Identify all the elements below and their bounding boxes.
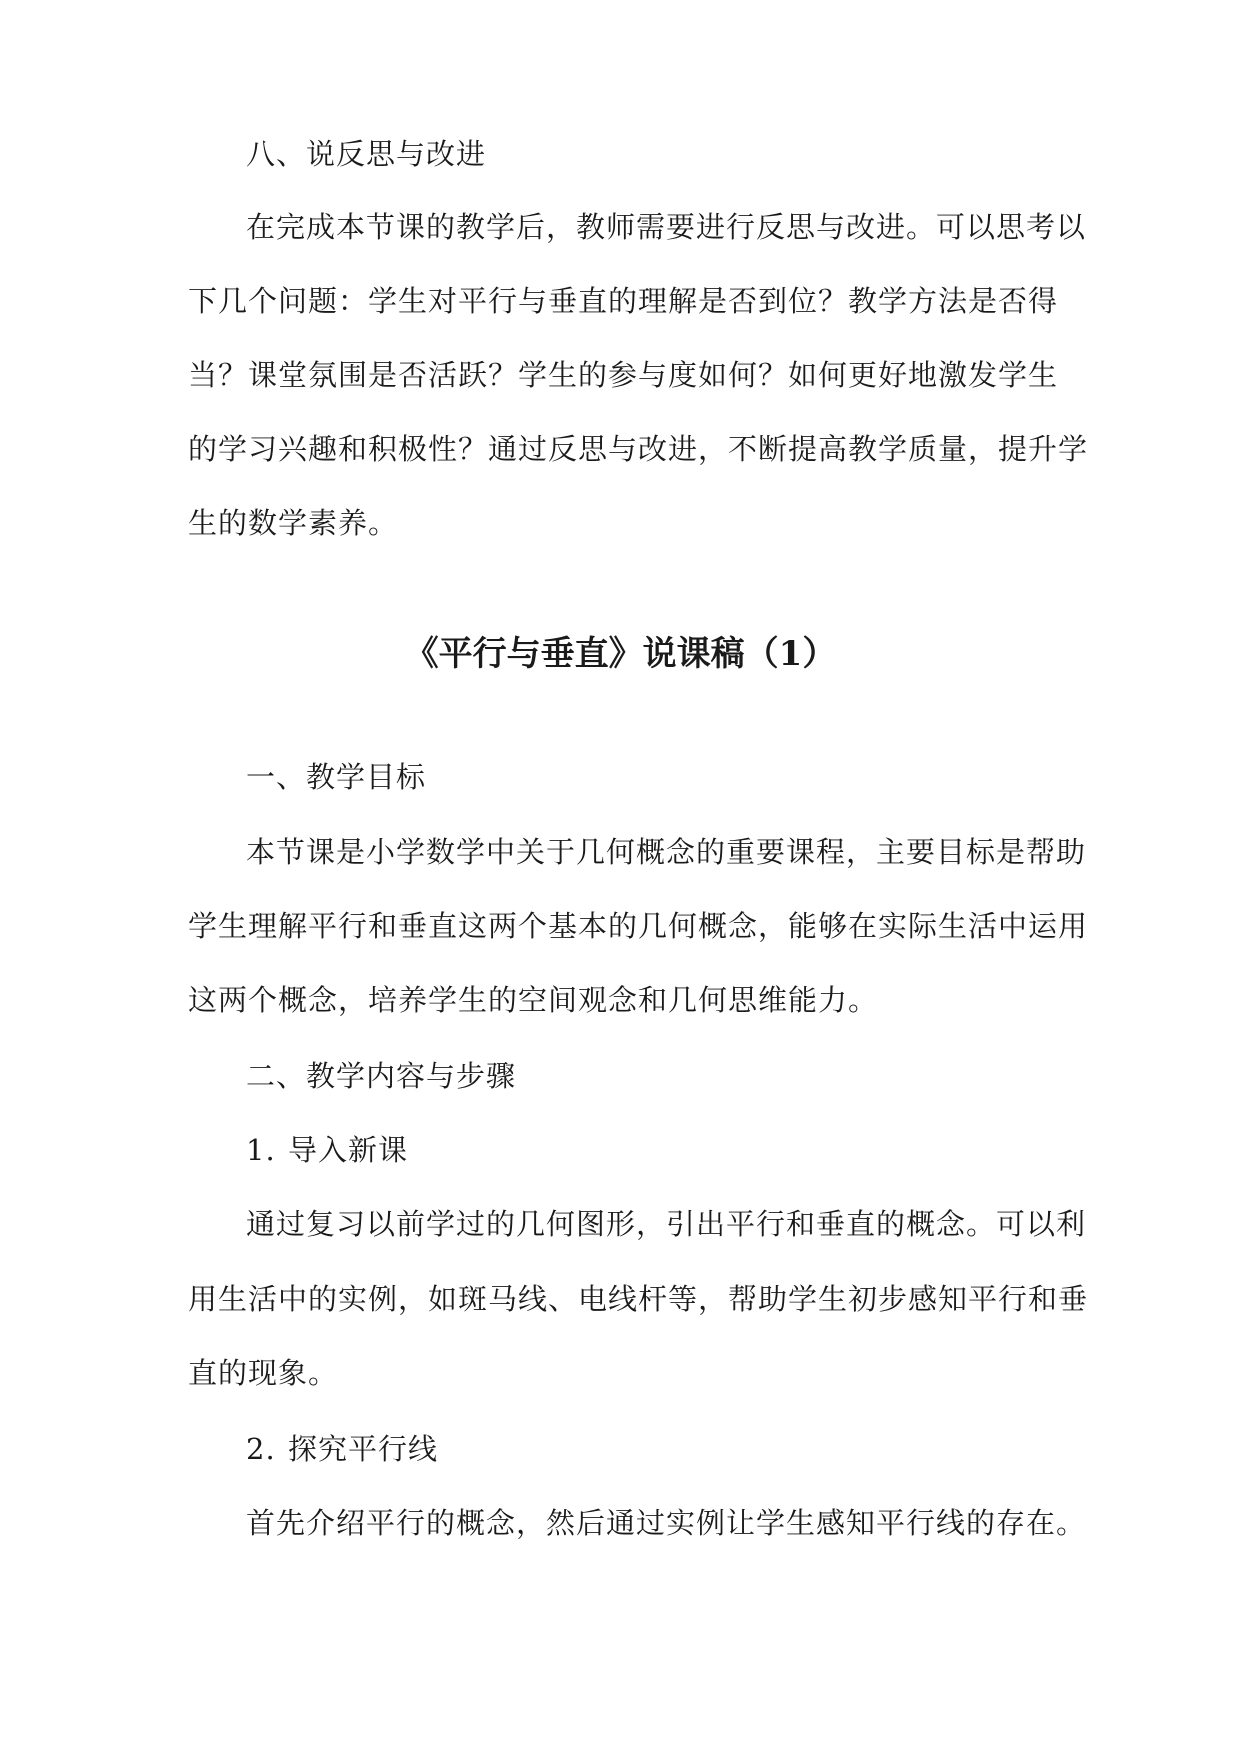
section-8-para-line-2: 下几个问题：学生对平行与垂直的理解是否到位？教学方法是否得: [188, 284, 1059, 318]
document-title: 《平行与垂直》说课稿（1）: [404, 634, 837, 674]
step-2-para-line-1: 首先介绍平行的概念，然后通过实例让学生感知平行线的存在。: [246, 1506, 1087, 1540]
section-1-heading: 一、教学目标: [246, 760, 427, 794]
section-1-para-line-3: 这两个概念，培养学生的空间观念和几何思维能力。: [188, 983, 879, 1017]
step-1-heading: [246, 1130, 408, 1170]
section-8-para-line-4: 的学习兴趣和积极性？通过反思与改进，不断提高教学质量，提升学: [188, 432, 1089, 466]
section-8-para-line-5: 生的数学素养。: [188, 506, 399, 540]
section-8-para-line-1: 在完成本节课的教学后，教师需要进行反思与改进。可以思考以: [246, 210, 1087, 244]
step-2-title: 探究平行线: [288, 1432, 439, 1466]
step-1-para-line-3: 直的现象。: [188, 1356, 339, 1390]
section-2-heading: 二、教学内容与步骤: [246, 1059, 517, 1093]
section-8-heading: 八、说反思与改进: [246, 137, 487, 171]
step-2-heading: [246, 1429, 438, 1469]
section-1-para-line-1: 本节课是小学数学中关于几何概念的重要课程，主要目标是帮助: [246, 835, 1087, 869]
step-1-number: 1.: [246, 1133, 276, 1167]
step-2-number: 2.: [246, 1432, 276, 1466]
section-1-para-line-2: 学生理解平行和垂直这两个基本的几何概念，能够在实际生活中运用: [188, 909, 1089, 943]
section-8-para-line-3: 当？课堂氛围是否活跃？学生的参与度如何？如何更好地激发学生: [188, 358, 1059, 392]
step-1-para-line-1: 通过复习以前学过的几何图形，引出平行和垂直的概念。可以利: [246, 1207, 1087, 1241]
step-1-para-line-2: 用生活中的实例，如斑马线、电线杆等，帮助学生初步感知平行和垂: [188, 1282, 1089, 1316]
step-1-title: 导入新课: [288, 1133, 409, 1167]
